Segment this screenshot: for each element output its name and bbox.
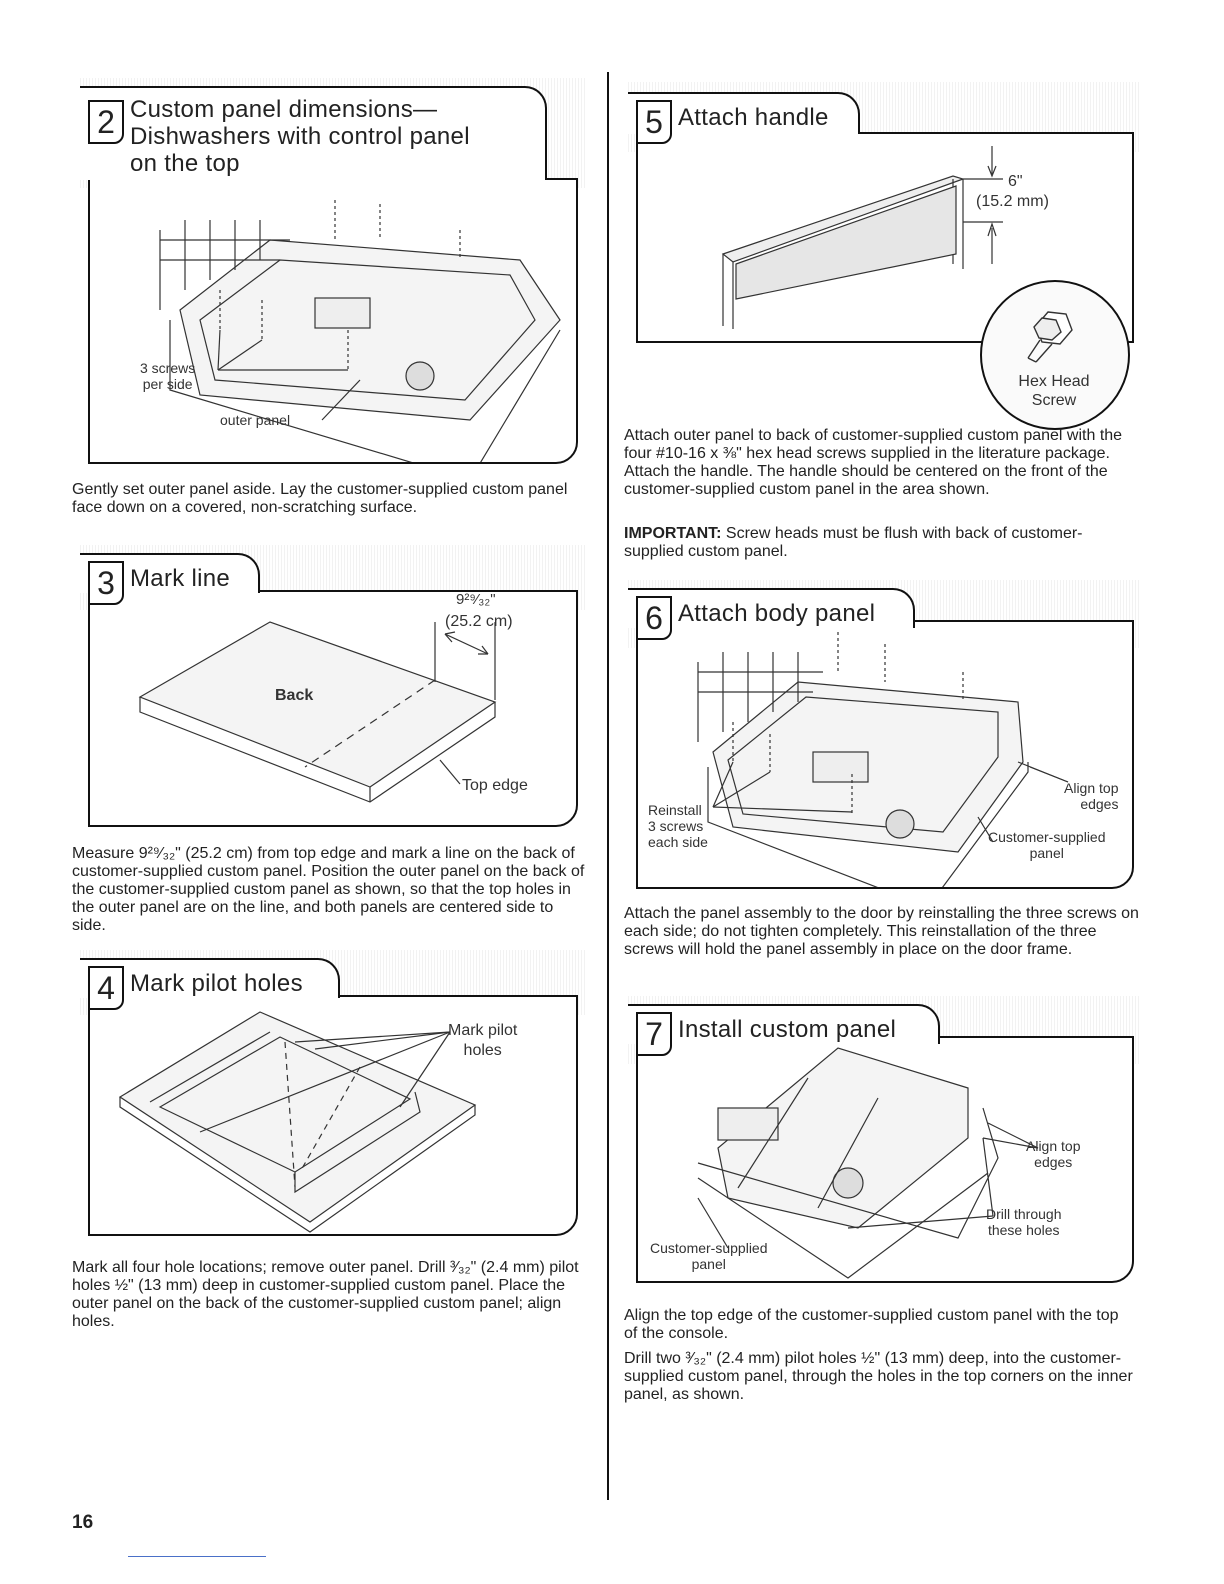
step-5-important [624,525,1139,561]
dimension-inches: 9²⁹⁄₃₂" [456,591,496,608]
step-2-number: 2 [88,100,124,144]
step-4-number: 4 [88,966,124,1010]
step-7 [628,996,1140,1288]
step-2-header [80,86,547,180]
step-5-text: Attach outer panel to back of customer-supplied custom panel with the four #10-16 x ⅜" hex head screws supplied in the literature package. Attach the handle. The handle should be centered on the front of the customer-supplied custom panel in the area shown. [624,427,1123,498]
step-3 [80,545,585,830]
top-edge-label: Top edge [462,777,528,794]
step-7-header [628,1004,940,1052]
step-4-text: Mark all four hole locations; remove outer panel. Drill ³⁄₃₂" (2.4 mm) pilot holes ½" (13 mm) deep in customer-supplied custom panel. Place the outer panel on the back of the customer-supplied custom panel; align holes. [72,1259,579,1330]
back-label: Back [275,687,314,704]
dishwasher-door-illustration [90,180,576,462]
step-2-text: Gently set outer panel aside. Lay the customer-supplied custom panel face down on a covered, non-scratching surface. [72,481,568,516]
step-5-number: 5 [636,100,672,144]
page-number: 16 [72,1512,94,1533]
step-4-title: Mark pilot holes [130,970,303,997]
step-7-number: 7 [636,1012,672,1056]
step-5-title: Attach handle [678,104,829,131]
step-2-figure [88,178,578,464]
step-3-text: Measure 9²⁹⁄₃₂" (25.2 cm) from top edge and mark a line on the back of customer-supplied custom panel. Position the outer panel on the back of the customer-supplied custom panel as shown, so that the top holes in the outer panel are on the line, and both panels are centered side to side. [72,845,585,934]
dimension-cm: (25.2 cm) [445,613,513,630]
reinstall-screws-label: Reinstall 3 screws each side [648,802,708,850]
step-3-header [80,553,260,601]
handle-dimension-mm: (15.2 mm) [976,193,1049,210]
step-7-text-2: Drill two ³⁄₃₂" (2.4 mm) pilot holes ½" (13 mm) deep, into the customer-supplied custom panel, through the holes in the top corners on the inner panel, as shown. [624,1350,1133,1403]
step-2 [80,78,585,468]
mark-pilot-holes-label: Mark pilot holes [448,1022,518,1059]
step-6 [628,580,1140,892]
step-5-header [628,92,860,140]
step-7-figure [636,1036,1134,1283]
screws-label: 3 screws per side [140,360,196,392]
drill-through-holes-label: Drill through these holes [986,1206,1062,1238]
step-3-title: Mark line [130,565,231,592]
important-text: Screw heads must be flush with back of customer-supplied custom panel. [624,525,1083,560]
step-6-header [628,588,915,636]
customer-supplied-panel-label: Customer-supplied panel [988,829,1106,861]
step-4 [80,950,585,1240]
align-top-edges-label: Align top edges [1026,1138,1081,1170]
column-divider [607,72,609,1500]
align-top-edges-label: Align top edges [1064,780,1119,812]
step-6-figure [636,620,1134,889]
step-4-figure [88,995,578,1236]
step-7-title: Install custom panel [678,1016,897,1043]
handle-dimension-inches: 6" [1008,173,1023,190]
footer-line [128,1556,266,1557]
step-6-title: Attach body panel [678,600,876,627]
hex-head-screw-label: Hex Head Screw [1018,373,1090,409]
step-6-number: 6 [636,596,672,640]
step-2-title-line-2: Dishwashers with control panel [130,123,470,150]
step-2-title-line-1: Custom panel dimensions— [130,96,438,123]
step-4-header [80,958,340,1006]
step-3-number: 3 [88,561,124,605]
step-5 [628,82,1140,412]
important-label: IMPORTANT: [624,525,722,542]
step-2-title-line-3: on the top [130,150,240,177]
step-6-text: Attach the panel assembly to the door by reinstalling the three screws on each side; do not tighten completely. This reinstallation of the three screws will hold the panel assembly in place on the door frame. [624,905,1139,958]
step-3-figure [88,590,578,827]
customer-supplied-panel-label: Customer-supplied panel [650,1240,768,1272]
step-7-text-1: Align the top edge of the customer-supplied custom panel with the top of the console. [624,1307,1119,1342]
outer-panel-label: outer panel [220,412,291,428]
